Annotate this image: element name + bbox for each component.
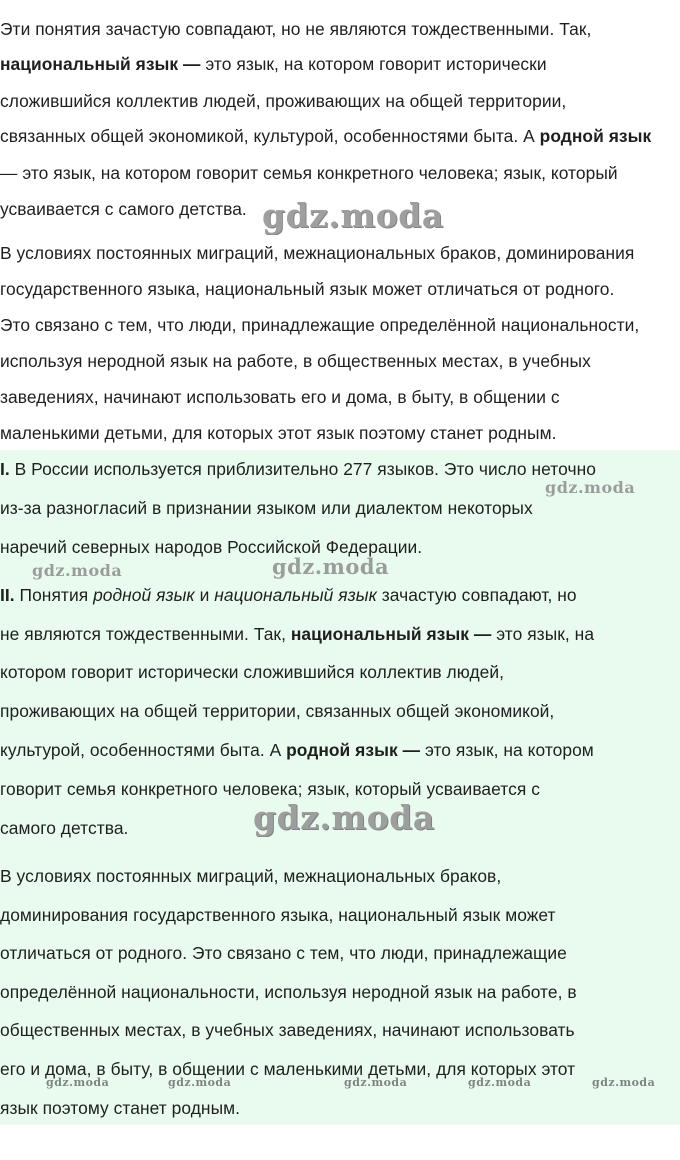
text-line: Эти понятия зачастую совпадают, но не являются тождественными. Так, [0,19,592,39]
text-line: из-за разногласий в признании языком или диалектом некоторых [0,498,533,518]
text-line: II. Понятия родной язык и национальный язык зачастую совпадают, но [0,585,577,605]
text-line: Это связано с тем, что люди, принадлежащие определённой национальности, [0,315,640,335]
text-line: говорит семья конкретного человека; язык, который усваивается с [0,779,540,799]
section-marker: II. [0,585,15,605]
text-line: не являются тождественными. Так, национальный язык — это язык, на [0,624,595,644]
text-line: сложившийся коллектив людей, проживающих на общей территории, [0,91,567,111]
text-line: доминирования государственного языка, национальный язык может [0,905,556,925]
italic-term: родной язык [93,585,195,605]
text-line: В условиях постоянных миграций, межнациональных браков, [0,866,502,886]
text-line: определённой национальности, используя неродной язык на работе, в [0,982,577,1002]
text-line: культурой, особенностями быта. А родной язык — это язык, на котором [0,740,594,760]
text-line: связанных общей экономикой, культурой, особенностями быта. А родной язык [0,126,652,146]
italic-term: национальный язык [214,585,377,605]
text-line: общественных местах, в учебных заведениях, начинают использовать [0,1020,575,1040]
watermark: gdz.moda [592,1076,656,1089]
section-marker: I. [0,459,10,479]
text-line: маленькими детьми, для которых этот язык поэтому станет родным. [0,423,557,443]
text-line: государственного языка, национальный язык может отличаться от родного. [0,279,615,299]
watermark: gdz.moda [46,1076,110,1089]
watermark: gdz.moda [168,1076,232,1089]
text-line: I. В России используется приблизительно 277 языков. Это число неточно [0,459,596,479]
text-line: национальный язык — это язык, на котором говорит исторически [0,54,547,74]
text-line: его и дома, в быту, в общении с маленькими детьми, для которых этот [0,1059,576,1079]
watermark: gdz.moda [32,561,123,580]
bold-term: национальный язык — [0,54,201,74]
watermark: gdz.moda [272,554,390,579]
watermark: gdz.moda [468,1076,532,1089]
text-line: отличаться от родного. Это связано с тем, что люди, принадлежащие [0,943,567,963]
text-line: — это язык, на котором говорит семья конкретного человека; язык, который [0,163,618,183]
watermark: gdz.moda [262,196,444,235]
bold-term: национальный язык — [290,624,492,644]
text-line: наречий северных народов Российской Федерации. [0,537,423,557]
watermark: gdz.moda [253,798,435,837]
text-line: усваивается с самого детства. [0,199,247,219]
text-line: котором говорит исторически сложившийся коллектив людей, [0,662,505,682]
text-line: проживающих на общей территории, связанных общей экономикой, [0,701,555,721]
text-line: заведениях, начинают использовать его и дома, в быту, в общении с [0,387,560,407]
text-line: В условиях постоянных миграций, межнациональных браков, доминирования [0,243,635,263]
text-line: язык поэтому станет родным. [0,1098,241,1118]
text-line: используя неродной язык на работе, в общественных местах, в учебных [0,351,591,371]
bold-term: родной язык [539,126,652,146]
text-line: самого детства. [0,818,129,838]
watermark: gdz.moda [344,1076,408,1089]
bold-term: родной язык — [286,740,421,760]
watermark: gdz.moda [545,478,636,497]
